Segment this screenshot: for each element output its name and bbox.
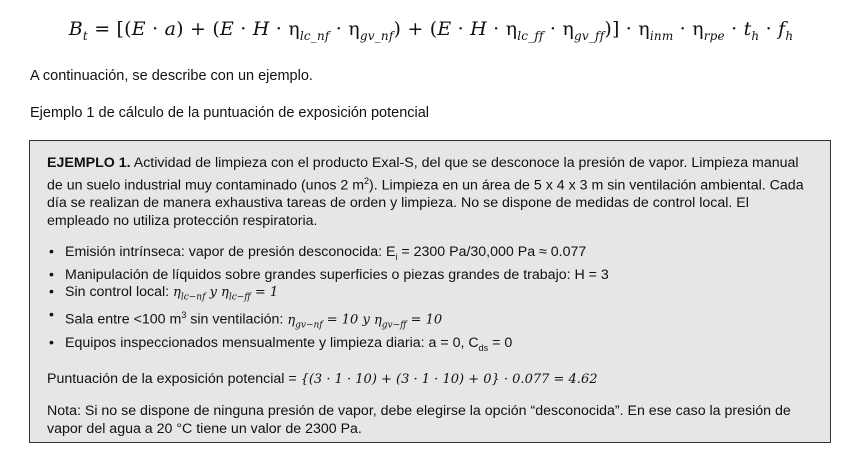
vapor-pressure-note: Nota: Si no se dispone de ninguna presión de vapor, debe elegirse la opción “desconocida”. En ese caso la presión de vapor del agua a 20 °C tiene un valor de 2300 Pa.: [47, 403, 791, 437]
intro-text: A continuación, se describe con un ejemplo.: [30, 68, 313, 84]
exposure-formula: $B_t = [(E \cdot a) + (E \cdot H \cdot \eta_{lc\_nf} \cdot \eta_{gv\_nf}) + (E \cdot H \cdot \eta_{lc\_ff} \cdot \eta_{gv\_ff})] \cdot \eta_{inm} \cdot \eta_{rpe} \cdot t_h \cdot f_h$: [68, 18, 794, 43]
list-item-equipment: • Equipos inspeccionados mensualmente y limpieza diaria: a = 0, $C_{ds} = 0$: [65, 335, 813, 357]
list-item-handling: • Manipulación de líquidos sobre grandes superficies o piezas grandes de trabajo: H = 3: [65, 267, 813, 285]
example-parameters-list: [47, 244, 813, 358]
list-item-emission: • Emisión intrínseca: vapor de presión desconocida: $E_i = 2300$ Pa/30,000 Pa ≈ 0.077: [65, 244, 813, 266]
exposure-score: Puntuación de la exposición potencial = {(3 · 1 · 10) + (3 · 1 · 10) + 0} · 0.077 = 4.62: [47, 370, 598, 387]
example-description: EJEMPLO 1. Actividad de limpieza con el producto Exal-S, del que se desconoce la presión de vapor. Limpieza manual de un suelo industrial muy contaminado (unos 2 $m^2$). Limpieza en un área de 5 x 4 x 3 m sin ventilación ambiental. Cada día se realizan de manera exhaustiva tareas de orden y limpieza. No se dispone de medidas de control local. El empleado no utiliza protección respiratoria.: [47, 155, 804, 229]
list-item-local-control: • Sin control local: $\eta_{lc-nf}$ y $\eta_{lc-ff} = 1$: [65, 284, 813, 307]
example-caption: Ejemplo 1 de cálculo de la puntuación de exposición potencial: [30, 105, 430, 121]
example-heading: EJEMPLO 1.: [47, 155, 131, 171]
list-item-room-ventilation: • Sala entre <100 $m^3$ sin ventilación: $\eta_{gv-nf} = 10$ y $\eta_{gv-ff} = 10$: [65, 307, 813, 335]
example-box: [29, 140, 831, 443]
